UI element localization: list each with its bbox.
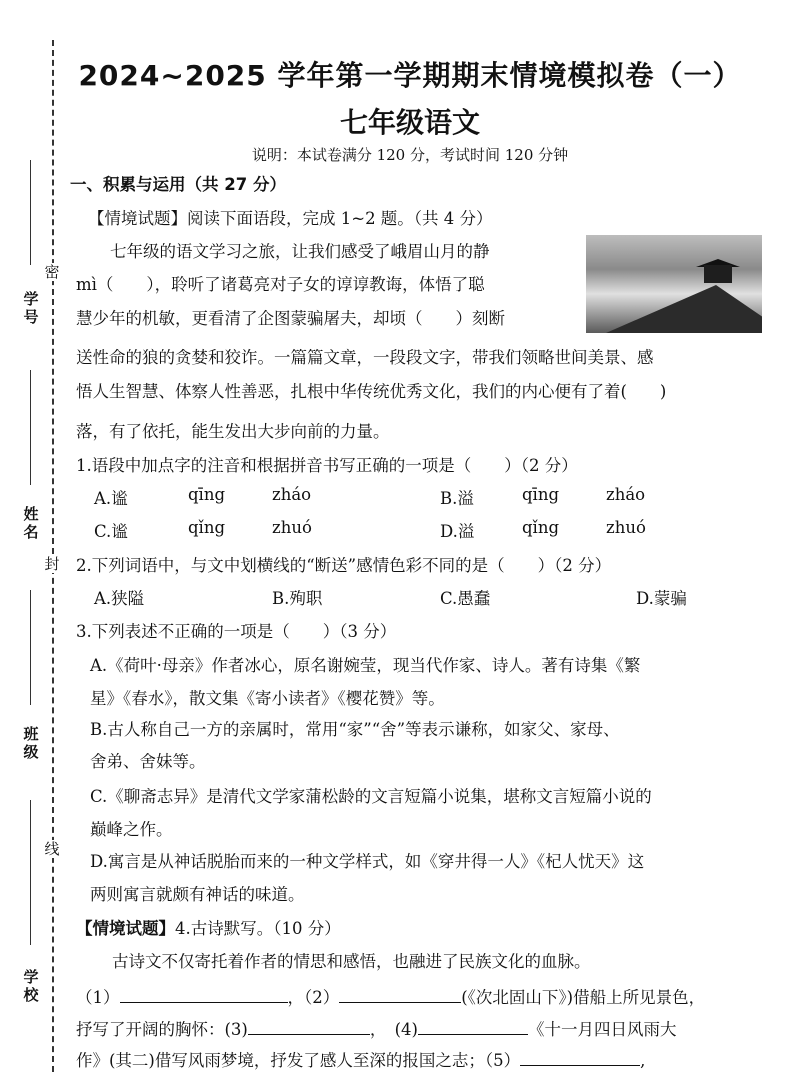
mountain-shape <box>606 285 762 333</box>
passage-line-1: 七年级的语文学习之旅，让我们感受了峨眉山月的静 <box>110 242 490 261</box>
q2-option-b: B.殉职 <box>272 589 323 608</box>
q3-option-a-1: A.《荷叶·母亲》作者冰心，原名谢婉莹，现当代作家、诗人。著有诗集《繁 <box>90 656 641 675</box>
passage-line-3: 慧少年的机敏，更看清了企图蒙骗屠夫，却顷（ ）刻断 <box>76 309 505 328</box>
q4-label-5: 作》(其二)借写风雨梦境，抒发了感人至深的报国之志；（5） <box>76 1051 521 1070</box>
q1-option-d-char: D.溢 <box>440 522 475 541</box>
fill-line-student-id <box>30 160 31 265</box>
q1-option-c-char: C.谧 <box>94 522 128 541</box>
q4-line-1 <box>76 984 705 1008</box>
exam-subtitle: 七年级语文 <box>339 106 480 139</box>
label-school: 学校 <box>23 968 39 1004</box>
seal-xian: 线 <box>40 840 64 858</box>
label-class: 班级 <box>23 725 39 761</box>
section-heading: 一、积累与运用（共 27 分） <box>70 175 286 194</box>
q2-option-d: D.蒙骗 <box>636 589 687 608</box>
q1-option-c-pinyin1: qǐng <box>188 518 226 537</box>
q1-option-b-pinyin1: qīng <box>522 485 560 504</box>
passage-intro: 【情境试题】阅读下面语段，完成 1~2 题。（共 4 分） <box>88 209 493 228</box>
q1-option-a-char: A.谧 <box>94 489 128 508</box>
passage-line-4: 送性命的狼的贪婪和狡诈。一篇篇文章，一段段文字，带我们领略世间美景、感 <box>76 348 654 367</box>
label-name: 姓名 <box>23 505 39 541</box>
q1-option-c-pinyin2: zhuó <box>272 518 312 537</box>
seal-mi: 密 <box>40 263 64 281</box>
q4-source-1: (《次北固山下》)借船上所见景色， <box>461 988 706 1007</box>
q4-comma: , <box>640 1051 646 1070</box>
q4-source-2: 《十一月四日风雨大 <box>528 1020 677 1039</box>
blank-2[interactable] <box>339 986 461 1003</box>
passage-line-2: mì（ ），聆听了诸葛亮对子女的谆谆教诲，体悟了聪 <box>76 275 485 294</box>
q4-label-2: ，（2） <box>287 988 340 1007</box>
q1-option-a-pinyin1: qīng <box>188 485 226 504</box>
seal-feng: 封 <box>40 555 64 573</box>
fill-line-name <box>30 370 31 485</box>
q4-tag: 【情境试题】 <box>76 919 175 938</box>
label-student-id: 学号 <box>23 290 39 326</box>
blank-3[interactable] <box>248 1018 370 1035</box>
q3-stem: 3.下列表述不正确的一项是（ ）（3 分） <box>76 622 397 641</box>
fill-line-school <box>30 800 31 945</box>
q4-lead: 古诗文不仅寄托着作者的情思和感悟，也融进了民族文化的血脉。 <box>112 952 591 971</box>
q1-option-d-pinyin1: qǐng <box>522 518 560 537</box>
q4-label-1: （1） <box>76 988 120 1007</box>
q1-option-a-pinyin2: zháo <box>272 485 312 504</box>
q4-line-3 <box>76 1047 645 1071</box>
q4-intro: 4.古诗默写。（10 分） <box>175 919 341 938</box>
q1-option-d-pinyin2: zhuó <box>606 518 646 537</box>
q3-option-a-2: 星》《春水》，散文集《寄小读者》《樱花赞》等。 <box>90 689 445 708</box>
q3-option-d-2: 两则寓言就颇有神话的味道。 <box>90 885 305 904</box>
q1-option-b-pinyin2: zháo <box>606 485 646 504</box>
blank-5[interactable] <box>520 1049 640 1066</box>
q3-option-c-1: C.《聊斋志异》是清代文学家蒲松龄的文言短篇小说集，堪称文言短篇小说的 <box>90 787 652 806</box>
q2-option-a: A.狭隘 <box>94 589 145 608</box>
blank-4[interactable] <box>418 1018 528 1035</box>
q4-line-2 <box>76 1016 677 1040</box>
passage-line-6: 落，有了依托，能生发出大步向前的力量。 <box>76 422 390 441</box>
passage-line-5: 悟人生智慧、体察人性善恶，扎根中华传统优秀文化，我们的内心便有了着( ) <box>76 382 667 401</box>
exam-title: 2024~2025 学年第一学期期末情境模拟卷（一） <box>78 59 742 92</box>
q2-option-c: C.愚蠢 <box>440 589 491 608</box>
q3-option-c-2: 巅峰之作。 <box>90 820 173 839</box>
blank-1[interactable] <box>120 986 288 1003</box>
temple-body <box>704 265 732 283</box>
q1-option-b-char: B.溢 <box>440 489 474 508</box>
q1-stem: 1.语段中加点字的注音和根据拼音书写正确的一项是（ ）（2 分） <box>76 456 578 475</box>
q4-label-3: 抒写了开阔的胸怀：(3) <box>76 1020 248 1039</box>
q3-option-d-1: D.寓言是从神话脱胎而来的一种文学样式，如《穿井得一人》《杞人忧天》这 <box>90 852 645 871</box>
q4-label-4: ， (4) <box>369 1020 418 1039</box>
q3-option-b-2: 舍弟、舍妹等。 <box>90 752 206 771</box>
fill-line-class <box>30 590 31 705</box>
q3-option-b-1: B.古人称自己一方的亲属时，常用“家”“舍”等表示谦称，如家父、家母、 <box>90 720 620 739</box>
exam-note: 说明：本试卷满分 120 分，考试时间 120 分钟 <box>251 146 569 164</box>
emei-temple-photo <box>586 235 762 333</box>
q2-stem: 2.下列词语中，与文中划横线的“断送”感情色彩不同的是（ ）（2 分） <box>76 556 612 575</box>
